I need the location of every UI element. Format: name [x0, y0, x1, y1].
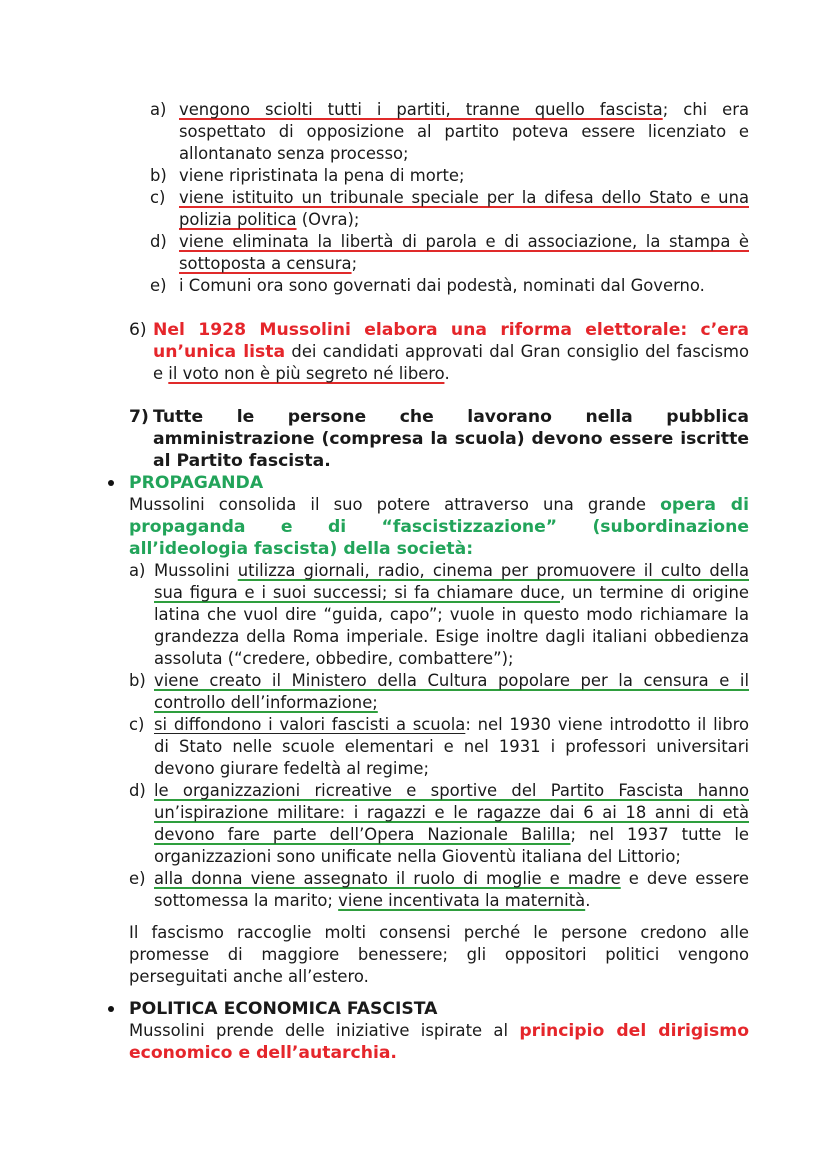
- list-item: viene eliminata la libertà di parola e di associazione, la stampa è sottoposta a censura;: [179, 232, 749, 273]
- point-7-marker: 7): [129, 407, 149, 427]
- list-marker: d): [129, 781, 146, 800]
- point-7: Tutte le persone che lavorano nella pubblica amministrazione (compresa la scuola) devono essere iscritte al Partito fascista.: [153, 407, 749, 471]
- point-6: Nel 1928 Mussolini elabora una riforma elettorale: c’era un’unica lista dei candidati approvati dal Gran consiglio del fascismo e il voto non è più segreto né libero.: [153, 320, 750, 383]
- list-item: le organizzazioni ricreative e sportive del Partito Fascista hanno un’ispirazione militare: i ragazzi e le ragazze dai 6 ai 18 anni di età devono fare parte dell’Opera Nazionale Balilla; nel 1937 tutte le organizzazioni sono unificate nella Gioventù italiana del Littorio;: [154, 781, 749, 866]
- list-item: viene istituito un tribunale speciale per la difesa dello Stato e una polizia politica (Ovra);: [179, 188, 749, 229]
- list-marker: c): [129, 715, 145, 734]
- list-marker: b): [129, 671, 146, 690]
- propaganda-intro: Mussolini consolida il suo potere attraverso una grande opera di propaganda e di “fascistizzazione” (subordinazione all’ideologia fascista) della società:: [129, 495, 749, 559]
- list-item: i Comuni ora sono governati dai podestà, nominati dal Governo.: [179, 276, 705, 295]
- list-marker: e): [129, 869, 146, 888]
- list-item: viene creato il Ministero della Cultura popolare per la censura e il controllo dell’informazione;: [154, 671, 749, 712]
- list-marker: d): [150, 232, 167, 251]
- list-marker: c): [150, 188, 166, 207]
- list-marker: a): [150, 100, 167, 119]
- list-marker: a): [129, 561, 146, 580]
- list-marker: b): [150, 166, 167, 185]
- economia-heading: POLITICA ECONOMICA FASCISTA: [129, 999, 438, 1019]
- point-6-marker: 6): [129, 320, 147, 340]
- list-item: Mussolini utilizza giornali, radio, cinema per promuovere il culto della sua figura e i suoi successi; si fa chiamare duce, un termine di origine latina che vuol dire “guida, capo”; vuole in questo modo richiamare la grandezza della Roma imperiale. Esige inoltre dagli italiani obbedienza assoluta (“credere, obbedire, combattere”);: [154, 561, 749, 668]
- list-marker: e): [150, 276, 167, 295]
- list-item: si diffondono i valori fascisti a scuola: nel 1930 viene introdotto il libro di Stato nelle scuole elementari e nel 1931 i professori universitari devono giurare fedeltà al regime;: [154, 715, 750, 778]
- bullet-icon: [108, 480, 114, 486]
- propaganda-closing: Il fascismo raccoglie molti consensi perché le persone credono alle promesse di maggiore benessere; gli oppositori politici vengono perseguitati anche all’estero.: [129, 923, 749, 986]
- list-item: viene ripristinata la pena di morte;: [179, 166, 465, 185]
- list-item: alla donna viene assegnato il ruolo di moglie e madre e deve essere sottomessa la marito; viene incentivata la maternità.: [154, 869, 749, 910]
- bullet-icon: [108, 1006, 114, 1012]
- economia-text: Mussolini prende delle iniziative ispirate al principio del dirigismo economico e dell’autarchia.: [129, 1021, 750, 1063]
- propaganda-heading: PROPAGANDA: [129, 473, 264, 493]
- list-item: vengono sciolti tutti i partiti, tranne quello fascista; chi era sospettato di opposizione al partito poteva essere licenziato e allontanato senza processo;: [179, 100, 750, 163]
